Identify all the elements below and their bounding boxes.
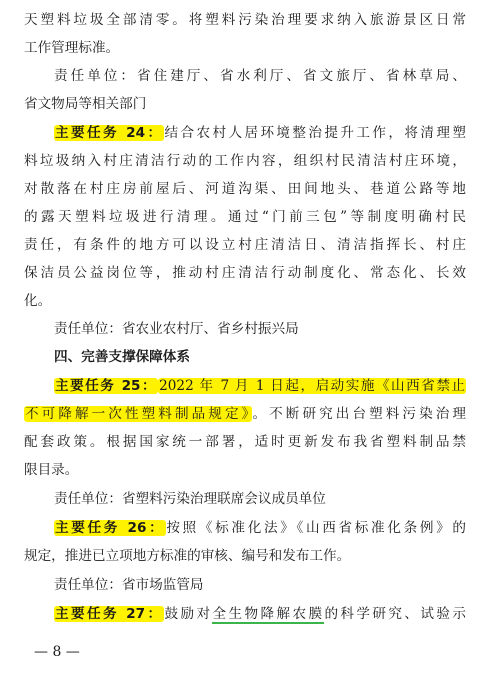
task-24-label: 主要任务 24：	[55, 125, 164, 141]
page-number: — 8 —	[34, 644, 80, 660]
text-line: 限目录。	[24, 462, 79, 478]
task-27-text: 鼓励对	[164, 606, 213, 622]
responsibility-line: 责任单位：省塑料污染治理联席会议成员单位	[54, 491, 326, 507]
section-heading: 四、完善支撑保障体系	[54, 349, 190, 365]
task-25-highlight: 2022 年 7 月 1 日起，启动实施《山西省禁止	[159, 378, 466, 394]
text-line: 料垃圾纳入村庄清洁行动的工作内容，组织村民清洁村庄环境，	[24, 153, 466, 169]
text-line: 对散落在村庄房前屋后、河道沟渠、田间地头、巷道公路等地	[24, 181, 466, 197]
task-24-first-line	[54, 123, 466, 143]
responsibility-line: 省文物局等相关部门	[24, 96, 147, 112]
text-line: 配套政策。根据国家统一部署，适时更新发布我省塑料制品禁	[24, 434, 466, 450]
task-25-text: 。不断研究出台塑料污染治理	[252, 406, 467, 422]
text-line: 规定，推进已立项地方标准的审核、编号和发布工作。	[24, 548, 351, 564]
responsibility-line: 责任单位：省市场监管局	[54, 577, 204, 593]
task-27-first-line	[54, 604, 466, 624]
task-24-text: 结合农村人居环境整治提升工作，将清理塑	[164, 125, 467, 141]
task-25-second-line	[24, 404, 466, 424]
task-27-text-cont: 的科学研究、试验示	[324, 606, 467, 622]
text-line: 天塑料垃圾全部清零。将塑料污染治理要求纳入旅游景区日常	[24, 12, 466, 28]
task-25-first-line	[54, 376, 466, 396]
responsibility-line: 责任单位：省住建厅、省水利厅、省文旅厅、省林草局、	[54, 68, 466, 84]
text-line: 责任，有条件的地方可以设立村庄清洁日、清洁指挥长、村庄	[24, 237, 466, 253]
task-26-text: 按照《标准化法》《山西省标准化条例》的	[166, 520, 467, 536]
task-26-label: 主要任务 26：	[55, 520, 166, 536]
text-line: 保洁员公益岗位等，推动村庄清洁行动制度化、常态化、长效	[24, 265, 466, 281]
text-line: 化。	[24, 293, 52, 309]
task-27-label: 主要任务 27：	[55, 606, 164, 622]
text-line: 的露天塑料垃圾进行清理。通过“门前三包”等制度明确村民	[24, 209, 466, 225]
task-25-label: 主要任务 25：	[55, 378, 158, 394]
task-27-underlined: 全生物降解农膜	[212, 606, 325, 622]
text-line: 工作管理标准。	[24, 40, 120, 56]
responsibility-line: 责任单位：省农业农村厅、省乡村振兴局	[54, 321, 299, 337]
task-26-first-line	[54, 518, 466, 538]
task-25-highlight-cont: 不可降解一次性塑料制品规定》	[25, 406, 252, 422]
